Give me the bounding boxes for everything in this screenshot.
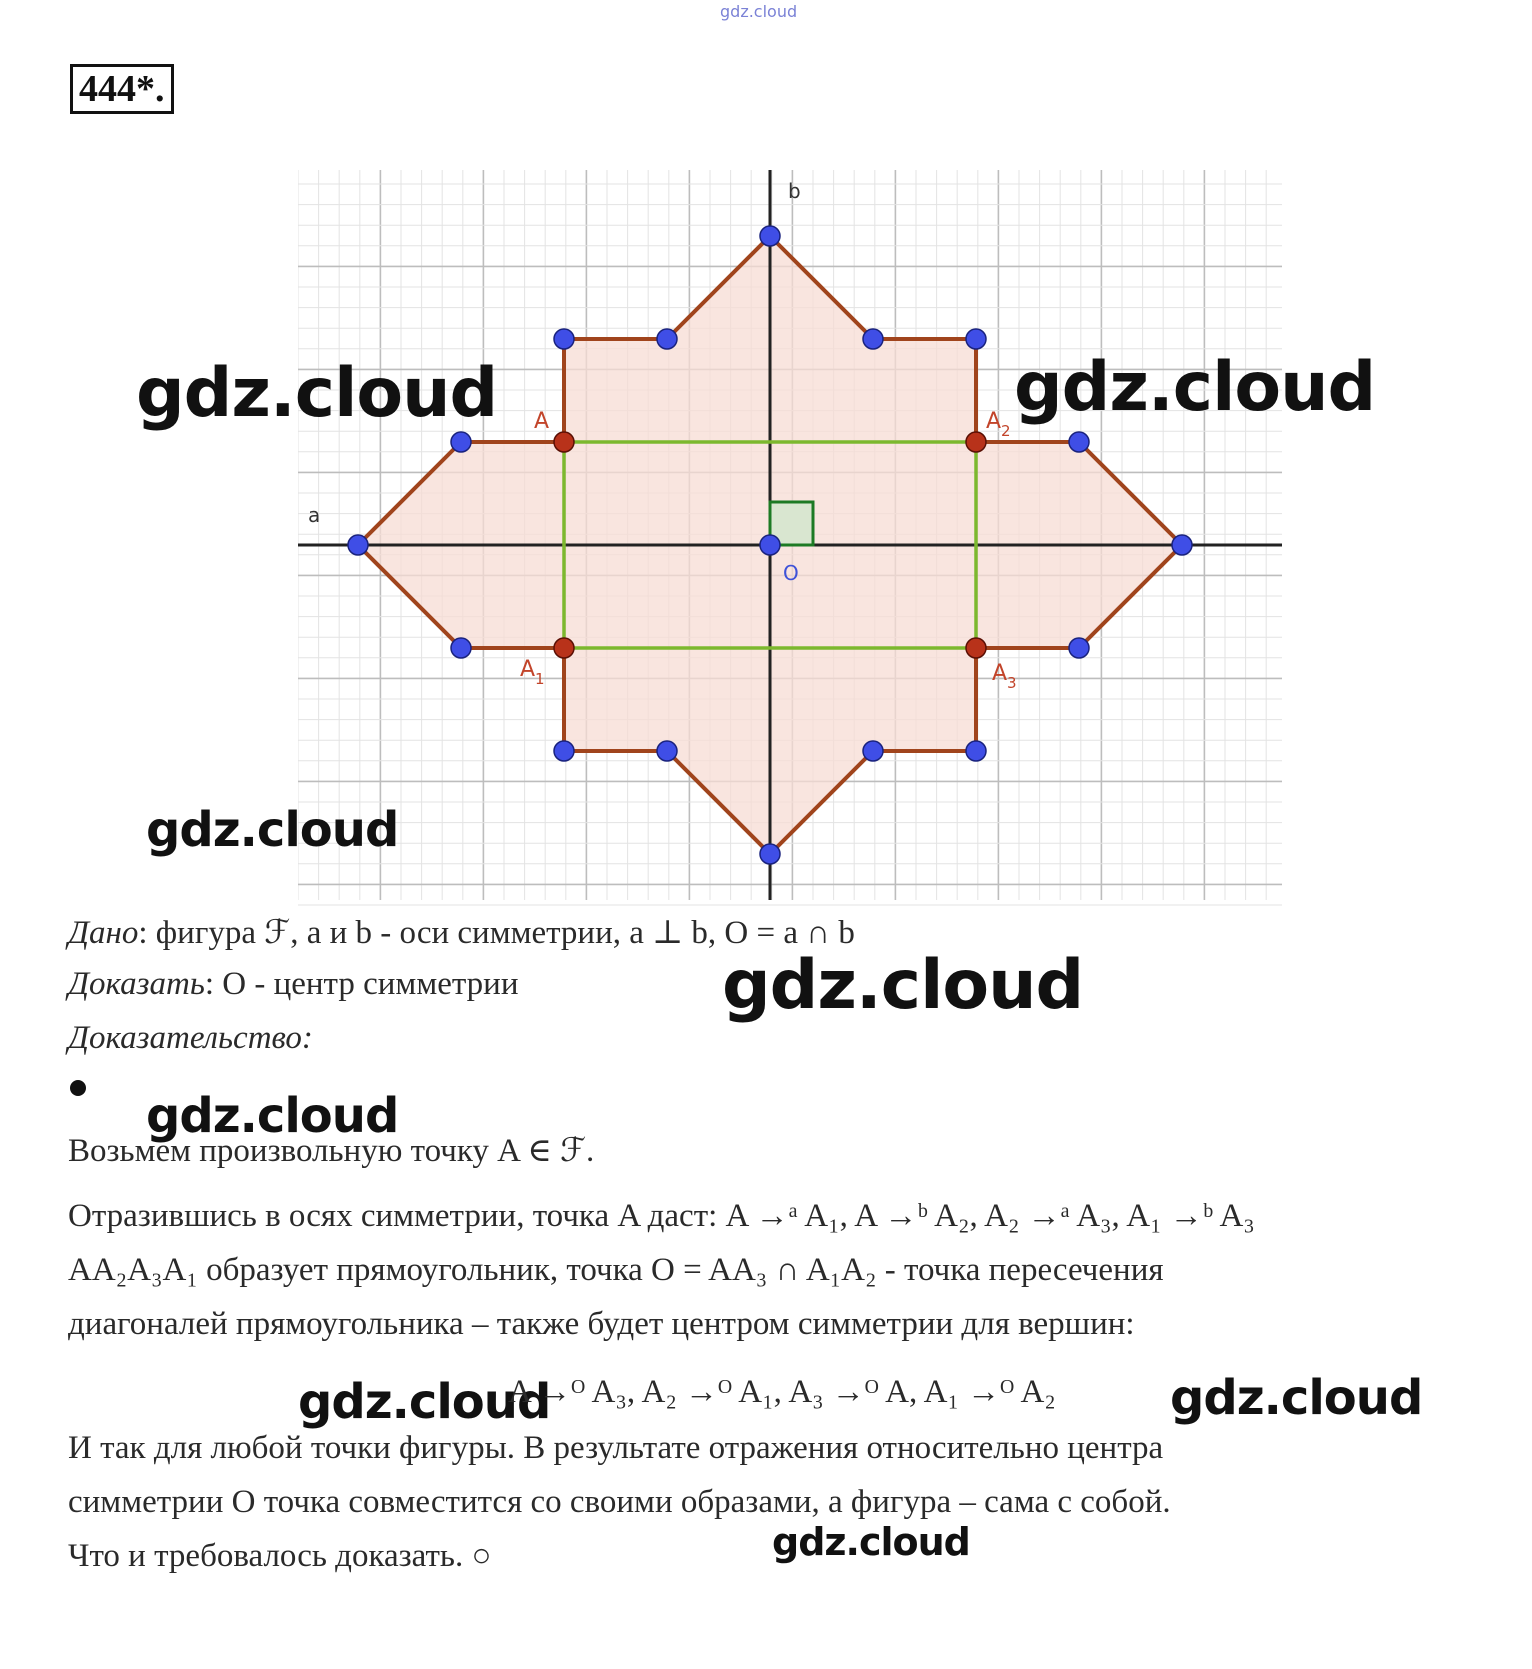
point-a3-label: A bbox=[992, 661, 1008, 686]
proof-line-6: И так для любой точки фигуры. В результате отражения относительно центра bbox=[68, 1430, 1164, 1466]
prove-line bbox=[68, 966, 519, 1003]
figure-vertex-point bbox=[863, 741, 883, 761]
figure-vertex-point bbox=[451, 432, 471, 452]
rectangle-vertex-point bbox=[554, 432, 574, 452]
proof-label: Доказательство: bbox=[68, 1020, 313, 1056]
watermark: gdz.cloud bbox=[772, 1520, 970, 1564]
proof-line-3: AA₂A₃A₁ образует прямоугольник, точка O = AA₃ ∩ A₁A₂ - точка пересечения bbox=[68, 1252, 1164, 1288]
given-line bbox=[68, 912, 855, 952]
axis-a-label: a bbox=[308, 503, 321, 527]
figure-vertex-point bbox=[760, 844, 780, 864]
figure-vertex-point bbox=[1069, 638, 1089, 658]
figure-vertex-point bbox=[863, 329, 883, 349]
rectangle-vertex-point bbox=[966, 638, 986, 658]
proof-line-5: A →ᴼ A₃, A₂ →ᴼ A₁, A₃ →ᴼ A, A₁ →ᴼ A₂ bbox=[508, 1374, 1056, 1410]
prove-body: : O - центр симметрии bbox=[204, 966, 519, 1002]
list-bullet bbox=[70, 1080, 86, 1096]
watermark: gdz.cloud bbox=[298, 1374, 551, 1430]
figure-vertex-point bbox=[760, 226, 780, 246]
site-watermark-top[interactable]: gdz.cloud bbox=[720, 2, 798, 21]
proof-line-7: симметрии O точка совместится со своими образами, а фигура – сама с собой. bbox=[68, 1484, 1171, 1520]
figure-vertex-point bbox=[554, 329, 574, 349]
watermark: gdz.cloud bbox=[722, 946, 1084, 1025]
given-body: : фигура ℱ, a и b - оси симметрии, a ⊥ b, O = a ∩ b bbox=[138, 915, 855, 951]
figure-vertex-point bbox=[966, 329, 986, 349]
figure-vertex-point bbox=[1172, 535, 1192, 555]
figure-vertex-point bbox=[451, 638, 471, 658]
point-a-label: A bbox=[534, 409, 550, 434]
figure-vertex-point bbox=[657, 741, 677, 761]
watermark: gdz.cloud bbox=[136, 354, 498, 433]
watermark: gdz.cloud bbox=[1014, 348, 1376, 427]
figure-vertex-point bbox=[966, 741, 986, 761]
figure-vertex-point bbox=[657, 329, 677, 349]
watermark: gdz.cloud bbox=[146, 802, 399, 858]
given-label: Дано bbox=[68, 915, 139, 951]
figure-vertex-point bbox=[760, 535, 780, 555]
rectangle-vertex-point bbox=[966, 432, 986, 452]
proof-line-8: Что и требовалось доказать. ○ bbox=[68, 1538, 492, 1574]
figure-vertex-point bbox=[554, 741, 574, 761]
problem-number: 444*. bbox=[70, 64, 174, 114]
point-a3-subscript: 3 bbox=[1007, 674, 1017, 692]
symmetry-figure bbox=[298, 170, 1288, 910]
point-a1-subscript: 1 bbox=[535, 670, 545, 688]
point-a1-label: A bbox=[520, 657, 536, 682]
figure-vertex-point bbox=[1069, 432, 1089, 452]
point-a2-subscript: 2 bbox=[1001, 422, 1011, 440]
figure-vertex-point bbox=[348, 535, 368, 555]
watermark: gdz.cloud bbox=[146, 1088, 399, 1144]
rectangle-vertex-point bbox=[554, 638, 574, 658]
watermark: gdz.cloud bbox=[1170, 1370, 1423, 1426]
proof-line-4: диагоналей прямоугольника – также будет центром симметрии для вершин: bbox=[68, 1306, 1135, 1342]
proof-line-2: Отразившись в осях симметрии, точка A даст: A →ᵃ A₁, A →ᵇ A₂, A₂ →ᵃ A₃, A₁ →ᵇ A₃ bbox=[68, 1198, 1255, 1234]
point-a2-label: A bbox=[986, 409, 1002, 434]
center-o-label: O bbox=[783, 561, 799, 585]
prove-label: Доказать bbox=[68, 966, 205, 1002]
proof-line-1: Возьмем произвольную точку A ∈ ℱ. bbox=[68, 1133, 595, 1169]
axis-b-label: b bbox=[788, 179, 801, 203]
